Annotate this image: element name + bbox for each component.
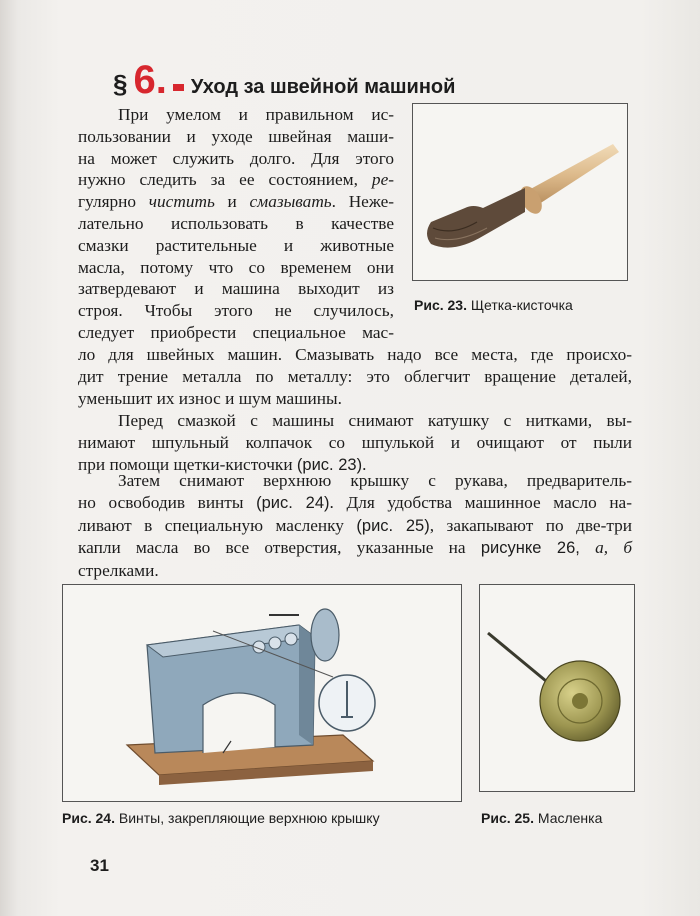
section-title: Уход за швейной машиной — [190, 76, 456, 98]
caption-fig-25: Рис. 25. Масленка — [481, 810, 603, 826]
paragraph-2: Перед смазкой с машины снимают катушку с нитками, вы- нимают шпульный колпачок со шпулькой и очищают от пыли при помощи щетки-кисточки (рис. 23). — [78, 411, 632, 474]
brush-illustration — [413, 104, 627, 280]
section-heading — [113, 58, 455, 103]
paragraph-1-continued: ло для швейных машин. Смазывать надо все места, где происхо- дит трение металла по металлу: это облегчит вращение деталей, уменьшит их износ и шум машины. — [78, 345, 632, 408]
handwheel — [311, 609, 339, 661]
oiler-spout — [488, 633, 546, 681]
section-sign: § — [113, 69, 128, 99]
paragraph-1: При умелом и правильном ис- пользовании и уходе швейная маши- на может служить долго. Для этого нужно следить за ее состоянием, ре- гулярно чистить и смазывать. Неже- лательно использовать в качестве смазки растительные и животные масла, потому что со временем они затвердевают и машина выходит из строя. Чтобы этого не случилось, следует приобрести специальное мас- — [78, 105, 394, 342]
page-number: 31 — [90, 856, 109, 875]
paragraph-3: Затем снимают верхнюю крышку с рукава, предваритель- но освободив винты (рис. 24). Для удобства машинное масло на- ливают в специальную масленку (рис. 25), закапывают по две-три капли масла во все отверстия, указанные на рисунке 26, а, б стрелками. — [78, 471, 633, 581]
brush-bristles — [427, 188, 525, 248]
caption-fig-24: Рис. 24. Винты, закрепляющие верхнюю крышку — [62, 810, 380, 826]
figure-24-sewing-machine — [62, 584, 462, 802]
section-number: 6. — [133, 58, 167, 102]
caption-fig-23: Рис. 23. Щетка-кисточка — [414, 297, 573, 313]
sewing-machine-illustration — [63, 585, 461, 801]
oiler-illustration — [480, 585, 634, 791]
figure-25-oiler — [479, 584, 635, 792]
heading-dash — [173, 84, 184, 91]
figure-23-brush — [412, 103, 628, 281]
